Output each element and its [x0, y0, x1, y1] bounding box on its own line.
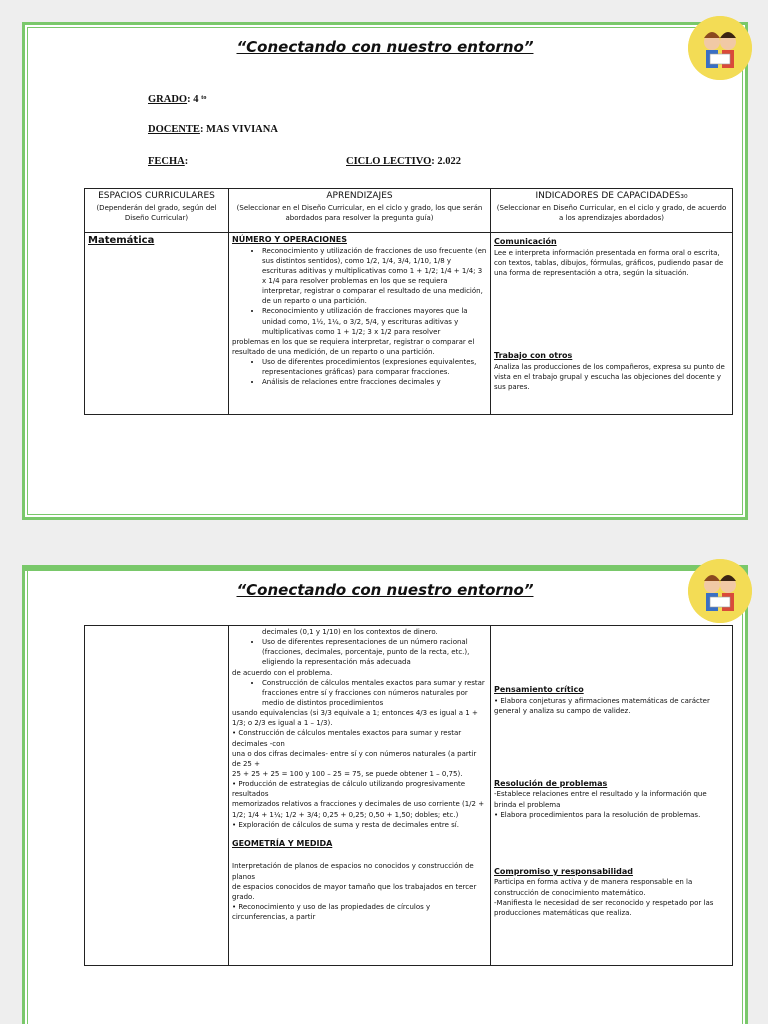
- subject-cell: [85, 626, 229, 966]
- paragraph: 1/2; 1/4 + 1¼; 1/2 + 3/4; 0,25 + 0,25; 0,50 + 1,50; dobles; etc.): [232, 810, 459, 819]
- header-espacios: ESPACIOS CURRICULARES (Dependerán del grado, según del Diseño Curricular): [85, 189, 229, 233]
- aprendizajes-cell: [229, 233, 491, 415]
- list-item: • Reconocimiento y utilización de fracciones de uso frecuente (en sus distintos sentidos), como 1/2, 1/4, 3/4, 1/10, 1/8 y escrituras aditivas y multiplicativas como 1 + 1/2; 1/4 + 1/4; 3 x 1/4 para resolver problemas en los que se requiera interpretar, registrar o comparar el resultado de una medición, de un reparto o una partición.: [262, 246, 487, 307]
- section-geometria-medida: GEOMETRÍA Y MEDIDA: [232, 838, 333, 848]
- indicator-title: Resolución de problemas: [494, 778, 608, 788]
- planning-table: [84, 188, 733, 415]
- indicator-text: • Elabora conjeturas y afirmaciones matemáticas de carácter general y analiza su campo de validez.: [494, 696, 710, 715]
- subject-label: Matemática: [88, 235, 155, 246]
- kids-reading-logo-icon: [688, 16, 752, 80]
- paragraph: • Producción de estrategias de cálculo utilizando progresivamente resultados: [232, 780, 466, 799]
- grado-line: [148, 94, 206, 105]
- paragraph: memorizados relativos a fracciones y decimales de uso corriente (1/2 +: [232, 800, 485, 809]
- indicator-text: Lee e interpreta información presentada en forma oral o escrita, con textos, tablas, dibujos, fórmulas, gráficos, pudiendo pasar de una forma de representación a otra, según la situación.: [494, 248, 724, 277]
- list-item: • Construcción de cálculos mentales exactos para sumar y restar fracciones entre sí y fracciones con números naturales por medio de distintos procedimientos: [262, 678, 487, 708]
- list-item: • Uso de diferentes representaciones de un número racional (fracciones, decimales, porcentaje, punto de la recta, etc.), eligiendo la representación más adecuada: [262, 637, 487, 667]
- list-item: • Reconocimiento y utilización de fracciones mayores que la unidad como, 1½, 1¼, o 3/2, 5/4, y escrituras aditivas y multiplicativas como 1 + 1/2; 3 x 1/2 para resolver: [262, 306, 487, 336]
- section-numero-operaciones: NÚMERO Y OPERACIONES: [232, 235, 347, 244]
- paragraph: de espacios conocidos de mayor tamaño que los trabajados en tercer grado.: [232, 882, 477, 901]
- indicator-title: Trabajo con otros: [494, 351, 573, 361]
- indicadores-cell: [491, 626, 733, 966]
- fecha-value: :: [184, 156, 189, 167]
- page-title: “Conectando con nuestro entorno”: [236, 38, 534, 56]
- kids-reading-logo-icon: [688, 559, 752, 623]
- paragraph: problemas en los que se requiera interpretar, registrar o comparar el resultado de una medición, de un reparto o una partición.: [232, 337, 475, 356]
- paragraph: usando equivalencias (si 3/3 equivale a 1; entonces 4/3 es igual a 1 + 1/3; o 2/3 es igual a 1 – 1/3).: [232, 709, 478, 728]
- list-item: • Uso de diferentes procedimientos (expresiones equivalentes, representaciones gráficas) para comparar fracciones.: [262, 357, 487, 377]
- paragraph: Interpretación de planos de espacios no conocidos y construcción de planos: [232, 862, 474, 881]
- grado-label: GRADO: [148, 94, 188, 105]
- list-item: • Análisis de relaciones entre fracciones decimales y: [262, 377, 487, 387]
- indicator-title: Comunicación: [494, 237, 557, 246]
- table-row: [85, 233, 733, 415]
- paragraph: de acuerdo con el problema.: [232, 668, 333, 677]
- aprendizajes-cell: [229, 626, 491, 966]
- bullet-list: [232, 246, 487, 337]
- header-aprendizajes: APRENDIZAJES (Seleccionar en el Diseño Curricular, en el ciclo y grado, los que serán abordados para resolver la pregunta guía): [229, 189, 491, 233]
- docente-value: : MAS VIVIANA: [199, 124, 278, 135]
- ciclo-value: : 2.022: [431, 156, 462, 167]
- document-page-1: [22, 22, 748, 520]
- ciclo-line: [346, 156, 461, 167]
- indicadores-cell: [491, 233, 733, 415]
- docente-line: [148, 124, 278, 135]
- paragraph: 25 + 25 + 25 = 100 y 100 – 25 = 75, se puede obtener 1 – 0,75).: [232, 769, 463, 778]
- table-row: [85, 626, 733, 966]
- table-header-row: [85, 189, 733, 233]
- indicator-text: Participa en forma activa y de manera responsable en la construcción de conocimiento matemático.: [494, 878, 693, 897]
- bullet-list: [232, 637, 487, 667]
- bullet-list: [232, 678, 487, 708]
- bullet-list: [232, 357, 487, 387]
- subject-cell: [85, 233, 229, 415]
- docente-label: DOCENTE: [148, 124, 200, 135]
- paragraph: decimales (0,1 y 1/10) en los contextos de dinero.: [262, 628, 438, 636]
- indicator-title: Pensamiento crítico: [494, 685, 584, 694]
- paragraph: • Reconocimiento y uso de las propiedades de círculos y circunferencias, a partir: [232, 902, 431, 922]
- paragraph: • Exploración de cálculos de suma y resta de decimales entre sí.: [232, 820, 459, 829]
- paragraph: una o dos cifras decimales- entre sí y con números naturales (a partir de 25 +: [232, 749, 477, 768]
- indicator-text: -Establece relaciones entre el resultado y la información que brinda el problema: [494, 790, 707, 809]
- indicator-title: Compromiso y responsabilidad: [494, 866, 634, 876]
- paragraph: • Construcción de cálculos mentales exactos para sumar y restar decimales -con: [232, 729, 462, 748]
- indicator-text: Analiza las producciones de los compañeros, expresa su punto de vista en el trabajo grupal y escucha las objeciones del docente y sus pares.: [494, 362, 725, 391]
- document-page-2: [22, 565, 748, 1024]
- indicator-text: • Elabora procedimientos para la resolución de problemas.: [494, 810, 701, 819]
- grado-value: : 4 ᵗᵒ: [187, 94, 207, 105]
- ciclo-label: CICLO LECTIVO: [346, 156, 432, 167]
- fecha-line: [148, 156, 188, 167]
- header-indicadores: INDICADORES DE CAPACIDADES₃₀ (Seleccionar en Diseño Curricular, en el ciclo y grado, de acuerdo a los aprendizajes abordados): [491, 189, 733, 233]
- fecha-label: FECHA: [148, 156, 185, 167]
- page-title: “Conectando con nuestro entorno”: [236, 581, 534, 599]
- planning-table-continued: [84, 625, 733, 966]
- indicator-text: -Manifiesta le necesidad de ser reconocido y respetado por las producciones matemáticas que realiza.: [494, 898, 714, 917]
